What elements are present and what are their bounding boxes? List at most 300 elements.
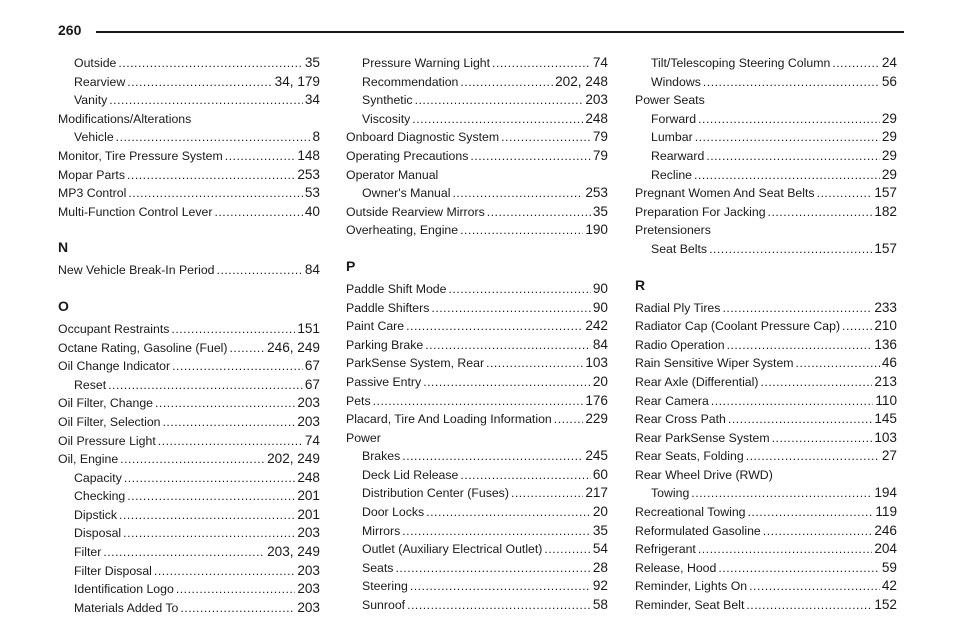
entry-page-ref[interactable]: 110 (875, 392, 897, 408)
entry-page-ref[interactable]: 53 (304, 185, 320, 201)
index-entry (635, 354, 897, 373)
entry-page-ref[interactable]: 203 (297, 395, 320, 411)
entry-page-ref[interactable]: 246 (874, 522, 897, 538)
dot-leader (217, 261, 303, 280)
entry-term: Multi-Function Control Lever (58, 204, 213, 219)
entry-term: Distribution Center (Fuses) (362, 486, 509, 501)
index-subentry (346, 466, 608, 485)
entry-page-ref[interactable]: 203 (297, 581, 320, 597)
dot-leader (230, 339, 266, 358)
index-entry (635, 559, 897, 578)
dot-leader (425, 336, 591, 355)
index-column-2 (346, 54, 608, 615)
dot-leader (460, 73, 553, 92)
index-heading: Power (346, 430, 381, 445)
entry-page-ref[interactable]: 20 (592, 373, 608, 389)
entry-page-ref[interactable]: 190 (585, 222, 608, 238)
dot-leader (763, 522, 873, 541)
index-subentry (58, 469, 320, 488)
entry-page-ref[interactable]: 194 (874, 485, 897, 501)
entry-page-ref[interactable]: 182 (874, 203, 897, 219)
index-entry (635, 410, 897, 429)
dot-leader (155, 394, 295, 413)
index-entry (346, 147, 608, 166)
page-number: 260 (58, 22, 82, 38)
entry-page-ref[interactable]: 202, 248 (555, 73, 608, 89)
index-entry (635, 596, 897, 615)
entry-page-ref[interactable]: 28 (592, 559, 608, 575)
entry-page-ref[interactable]: 56 (881, 73, 897, 89)
index-entry (635, 203, 897, 222)
entry-page-ref[interactable]: 20 (592, 504, 608, 520)
index-entry (346, 336, 608, 355)
entry-page-ref[interactable]: 59 (881, 559, 897, 575)
index-subentry (58, 376, 320, 395)
entry-page-ref[interactable]: 217 (585, 485, 608, 501)
dot-leader (718, 559, 880, 578)
index-subentry (58, 524, 320, 543)
dot-leader (123, 524, 295, 543)
dot-leader (180, 599, 295, 617)
entry-term: Oil Change Indicator (58, 359, 171, 374)
section-letter: N (58, 239, 69, 256)
entry-page-ref[interactable]: 203 (585, 92, 608, 108)
entry-term: Radio Operation (635, 337, 725, 352)
entry-term: Overheating, Engine (346, 223, 459, 238)
dot-leader (460, 466, 590, 485)
index-entry (58, 166, 320, 185)
entry-term: Reminder, Seat Belt (635, 598, 745, 613)
index-entry (58, 184, 320, 203)
index-subentry (635, 54, 897, 73)
index-entry (635, 429, 897, 448)
entry-term: Parking Brake (346, 337, 424, 352)
entry-page-ref[interactable]: 248 (297, 469, 320, 485)
entry-page-ref[interactable]: 233 (874, 299, 897, 315)
index-column-1 (58, 54, 320, 617)
dot-leader (832, 54, 880, 73)
dot-leader (711, 392, 874, 411)
entry-term: Vehicle (74, 130, 114, 145)
index-subentry (635, 73, 897, 92)
dot-leader (120, 450, 265, 469)
entry-term: Filter (74, 545, 102, 560)
index-subentry (346, 577, 608, 596)
dot-leader (118, 54, 302, 73)
dot-leader (154, 562, 295, 581)
entry-page-ref[interactable]: 157 (874, 185, 897, 201)
entry-term: Outside Rearview Mirrors (346, 204, 485, 219)
entry-term: Forward (651, 111, 697, 126)
entry-page-ref[interactable]: 103 (585, 355, 608, 371)
index-subentry (58, 54, 320, 73)
entry-page-ref[interactable]: 145 (874, 411, 897, 427)
entry-page-ref[interactable]: 35 (592, 522, 608, 538)
entry-term: Refrigerant (635, 542, 696, 557)
index-subentry (635, 484, 897, 503)
index-subentry (346, 596, 608, 615)
dot-leader (460, 221, 583, 240)
entry-page-ref[interactable]: 60 (592, 466, 608, 482)
entry-term: Rear Cross Path (635, 412, 726, 427)
entry-term: Mirrors (362, 523, 401, 538)
entry-term: Windows (651, 74, 701, 89)
entry-term: Paint Care (346, 319, 405, 334)
dot-leader (728, 410, 872, 429)
entry-term: Outside (74, 56, 117, 70)
dot-leader (449, 280, 591, 299)
index-subentry (346, 110, 608, 129)
entry-page-ref[interactable]: 248 (585, 110, 608, 126)
index-heading: Operator Manual (346, 167, 439, 182)
index-heading: Power Seats (635, 93, 705, 108)
index-subentry (58, 487, 320, 506)
entry-page-ref[interactable]: 79 (592, 147, 608, 163)
index-entry (346, 203, 608, 222)
entry-page-ref[interactable]: 203 (297, 562, 320, 578)
dot-leader (691, 484, 872, 503)
index-entry (58, 432, 320, 451)
dot-leader (108, 376, 303, 395)
dot-leader (402, 522, 591, 541)
index-subentry (346, 522, 608, 541)
index-subentry (58, 562, 320, 581)
entry-page-ref[interactable]: 74 (304, 432, 320, 448)
index-entry (635, 540, 897, 559)
entry-term: Rear Axle (Differential) (635, 374, 759, 389)
index-entry (635, 336, 897, 355)
entry-page-ref[interactable]: 151 (297, 320, 320, 336)
dot-leader (698, 110, 880, 129)
dot-leader (492, 54, 591, 73)
index-entry (58, 450, 320, 469)
dot-leader (214, 203, 302, 222)
index-entry (346, 221, 608, 240)
dot-leader (709, 240, 872, 259)
index-subentry (346, 54, 608, 73)
entry-term: Recreational Towing (635, 505, 746, 520)
entry-term: Paddle Shifters (346, 300, 430, 315)
entry-term: Recommendation (362, 74, 459, 89)
entry-term: Placard, Tire And Loading Information (346, 412, 552, 427)
index-subentry (58, 506, 320, 525)
dot-leader (395, 559, 590, 578)
index-column-3 (635, 54, 897, 615)
dot-leader (694, 166, 880, 185)
entry-term: Octane Rating, Gasoline (Fuel) (58, 340, 228, 355)
entry-page-ref[interactable]: 90 (592, 299, 608, 315)
index-entry (346, 354, 608, 373)
entry-page-ref[interactable]: 90 (592, 280, 608, 296)
entry-page-ref[interactable]: 54 (592, 541, 608, 557)
index-entry (635, 184, 897, 203)
dot-leader (746, 447, 880, 466)
index-entry (58, 261, 320, 280)
entry-term: Occupant Restraints (58, 321, 170, 336)
entry-term: Checking (74, 489, 126, 504)
entry-page-ref[interactable]: 35 (304, 55, 320, 70)
entry-term: Vanity (74, 93, 108, 108)
entry-page-ref[interactable]: 203, 249 (267, 544, 320, 560)
entry-page-ref[interactable]: 24 (881, 55, 897, 70)
dot-leader (410, 577, 591, 596)
entry-page-ref[interactable]: 157 (874, 240, 897, 256)
entry-term: Tilt/Telescoping Steering Column (651, 56, 831, 70)
index-entry (58, 357, 320, 376)
entry-page-ref[interactable]: 84 (304, 262, 320, 278)
entry-page-ref[interactable]: 203 (297, 599, 320, 615)
dot-leader (703, 73, 880, 92)
entry-page-ref[interactable]: 204 (874, 541, 897, 557)
dot-leader (128, 184, 303, 203)
index-subentry (635, 147, 897, 166)
entry-page-ref[interactable]: 246, 249 (267, 339, 320, 355)
index-entry (58, 394, 320, 413)
index-entry (58, 339, 320, 358)
index-entry (346, 317, 608, 336)
entry-term: Oil Filter, Change (58, 396, 154, 411)
entry-term: Mopar Parts (58, 167, 125, 182)
dot-leader (406, 317, 583, 336)
entry-page-ref[interactable]: 42 (881, 578, 897, 594)
entry-term: Outlet (Auxiliary Electrical Outlet) (362, 542, 543, 557)
entry-term: Identification Logo (74, 582, 174, 597)
dot-leader (487, 203, 591, 222)
entry-page-ref[interactable]: 67 (304, 358, 320, 374)
entry-term: Reset (74, 377, 107, 392)
index-subentry (346, 447, 608, 466)
index-entry (58, 147, 320, 166)
dot-leader (695, 128, 880, 147)
dot-leader (431, 299, 590, 318)
dot-leader (544, 540, 590, 559)
entry-term: Materials Added To (74, 600, 179, 615)
entry-term: Oil, Engine (58, 452, 119, 467)
entry-term: Rear Seats, Folding (635, 449, 744, 464)
index-subentry (58, 599, 320, 617)
entry-page-ref[interactable]: 201 (297, 488, 320, 504)
index-entry (346, 392, 608, 411)
index-entry (635, 373, 897, 392)
index-subentry (58, 91, 320, 110)
index-entry (346, 128, 608, 147)
entry-term: Rear ParkSense System (635, 430, 770, 445)
dot-leader (103, 543, 265, 562)
entry-term: Owner's Manual (362, 186, 451, 201)
entry-page-ref[interactable]: 35 (592, 203, 608, 219)
entry-term: MP3 Control (58, 186, 127, 201)
entry-term: Radial Ply Tires (635, 300, 721, 315)
entry-term: Pressure Warning Light (362, 56, 491, 70)
entry-term: Recline (651, 167, 693, 182)
entry-term: Preparation For Jacking (635, 204, 766, 219)
index-heading: Pretensioners (635, 223, 711, 238)
index-entry (346, 299, 608, 318)
index-entry (346, 280, 608, 299)
index-entry (635, 522, 897, 541)
entry-page-ref[interactable]: 67 (304, 376, 320, 392)
dot-leader (412, 110, 583, 129)
entry-page-ref[interactable]: 29 (881, 147, 897, 163)
index-entry (58, 203, 320, 222)
entry-page-ref[interactable]: 202, 249 (267, 451, 320, 467)
entry-page-ref[interactable]: 29 (881, 129, 897, 145)
entry-page-ref[interactable]: 210 (874, 318, 897, 334)
entry-page-ref[interactable]: 253 (585, 185, 608, 201)
index-subentry (635, 240, 897, 259)
entry-term: Oil Filter, Selection (58, 414, 161, 429)
dot-leader (760, 373, 872, 392)
entry-term: Synthetic (362, 93, 413, 108)
entry-page-ref[interactable]: 253 (297, 166, 320, 182)
dot-leader (109, 91, 303, 110)
entry-term: Reminder, Lights On (635, 579, 748, 594)
entry-term: Rearview (74, 74, 126, 89)
index-entry (635, 299, 897, 318)
dot-leader (452, 184, 583, 203)
entry-term: Rain Sensitive Wiper System (635, 356, 794, 371)
dot-leader (163, 413, 296, 432)
dot-leader (402, 447, 583, 466)
index-subentry (346, 184, 608, 203)
dot-leader (127, 73, 272, 92)
entry-term: Passive Entry (346, 374, 422, 389)
index-entry (346, 373, 608, 392)
entry-term: Paddle Shift Mode (346, 281, 447, 296)
entry-term: Rearward (651, 148, 705, 163)
entry-page-ref[interactable]: 176 (585, 392, 608, 408)
entry-page-ref[interactable]: 103 (874, 429, 897, 445)
entry-page-ref[interactable]: 84 (592, 336, 608, 352)
index-subentry (58, 543, 320, 562)
dot-leader (746, 596, 872, 615)
dot-leader (749, 577, 880, 596)
index-entry (58, 413, 320, 432)
dot-leader (722, 299, 872, 318)
index-subentry (58, 580, 320, 599)
entry-term: Pregnant Women And Seat Belts (635, 186, 815, 201)
dot-leader (172, 357, 303, 376)
index-subentry (346, 73, 608, 92)
dot-leader (119, 506, 295, 525)
entry-term: ParkSense System, Rear (346, 356, 485, 371)
entry-term: Operating Precautions (346, 148, 469, 163)
index-subentry (635, 166, 897, 185)
entry-term: Reformulated Gasoline (635, 523, 761, 538)
section-letter: P (346, 257, 356, 274)
index-heading: Rear Wheel Drive (RWD) (635, 467, 773, 482)
entry-term: Door Locks (362, 505, 425, 520)
dot-leader (373, 392, 584, 411)
entry-page-ref[interactable]: 148 (297, 147, 320, 163)
section-letter: O (58, 297, 69, 314)
dot-leader (127, 487, 295, 506)
dot-leader (796, 354, 880, 373)
entry-term: Brakes (362, 449, 401, 464)
entry-term: Towing (651, 486, 690, 501)
entry-page-ref[interactable]: 229 (585, 411, 608, 427)
dot-leader (748, 503, 874, 522)
entry-term: New Vehicle Break-In Period (58, 263, 215, 278)
entry-term: Seats (362, 560, 394, 575)
entry-page-ref[interactable]: 74 (592, 55, 608, 70)
entry-page-ref[interactable]: 201 (297, 506, 320, 522)
index-entry (58, 320, 320, 339)
dot-leader (554, 410, 584, 429)
dot-leader (225, 147, 296, 166)
dot-leader (426, 503, 591, 522)
entry-page-ref[interactable]: 245 (585, 448, 608, 464)
entry-page-ref[interactable]: 152 (874, 597, 897, 613)
entry-page-ref[interactable]: 203 (297, 525, 320, 541)
dot-leader (772, 429, 873, 448)
entry-term: Release, Hood (635, 560, 717, 575)
dot-leader (127, 166, 295, 185)
entry-term: Capacity (74, 470, 122, 485)
entry-term: Pets (346, 393, 371, 408)
index-subentry (346, 559, 608, 578)
entry-term: Monitor, Tire Pressure System (58, 148, 223, 163)
dot-leader (842, 317, 872, 336)
index-subentry (346, 91, 608, 110)
entry-page-ref[interactable]: 58 (592, 597, 608, 613)
dot-leader (407, 596, 591, 615)
entry-page-ref[interactable]: 8 (312, 129, 320, 145)
dot-leader (501, 128, 591, 147)
index-entry (635, 317, 897, 336)
entry-page-ref[interactable]: 203 (297, 413, 320, 429)
entry-term: Seat Belts (651, 241, 708, 256)
entry-page-ref[interactable]: 242 (585, 318, 608, 334)
dot-leader (423, 373, 591, 392)
dot-leader (415, 91, 584, 110)
index-entry (635, 392, 897, 411)
entry-page-ref[interactable]: 29 (881, 166, 897, 182)
entry-term: Deck Lid Release (362, 467, 459, 482)
entry-page-ref[interactable]: 79 (592, 129, 608, 145)
dot-leader (698, 540, 872, 559)
entry-page-ref[interactable]: 29 (881, 110, 897, 126)
dot-leader (727, 336, 873, 355)
entry-term: Steering (362, 579, 408, 594)
entry-page-ref[interactable]: 40 (304, 203, 320, 219)
index-subentry (635, 128, 897, 147)
entry-page-ref[interactable]: 34 (304, 92, 320, 108)
entry-page-ref[interactable]: 46 (881, 355, 897, 371)
entry-term: Disposal (74, 526, 122, 541)
entry-term: Sunroof (362, 598, 406, 613)
entry-page-ref[interactable]: 213 (874, 373, 897, 389)
dot-leader (176, 580, 295, 599)
entry-page-ref[interactable]: 92 (592, 578, 608, 594)
dot-leader (116, 128, 311, 147)
entry-page-ref[interactable]: 119 (875, 504, 897, 520)
dot-leader (470, 147, 591, 166)
entry-page-ref[interactable]: 136 (874, 336, 897, 352)
dot-leader (158, 432, 303, 451)
index-subentry (346, 484, 608, 503)
entry-term: Radiator Cap (Coolant Pressure Cap) (635, 319, 841, 334)
index-subentry (635, 110, 897, 129)
entry-page-ref[interactable]: 27 (881, 448, 897, 464)
dot-leader (171, 320, 295, 339)
dot-leader (486, 354, 583, 373)
entry-term: Filter Disposal (74, 563, 152, 578)
index-entry (635, 447, 897, 466)
dot-leader (511, 484, 583, 503)
entry-page-ref[interactable]: 34, 179 (274, 73, 320, 89)
header-rule (96, 31, 904, 33)
